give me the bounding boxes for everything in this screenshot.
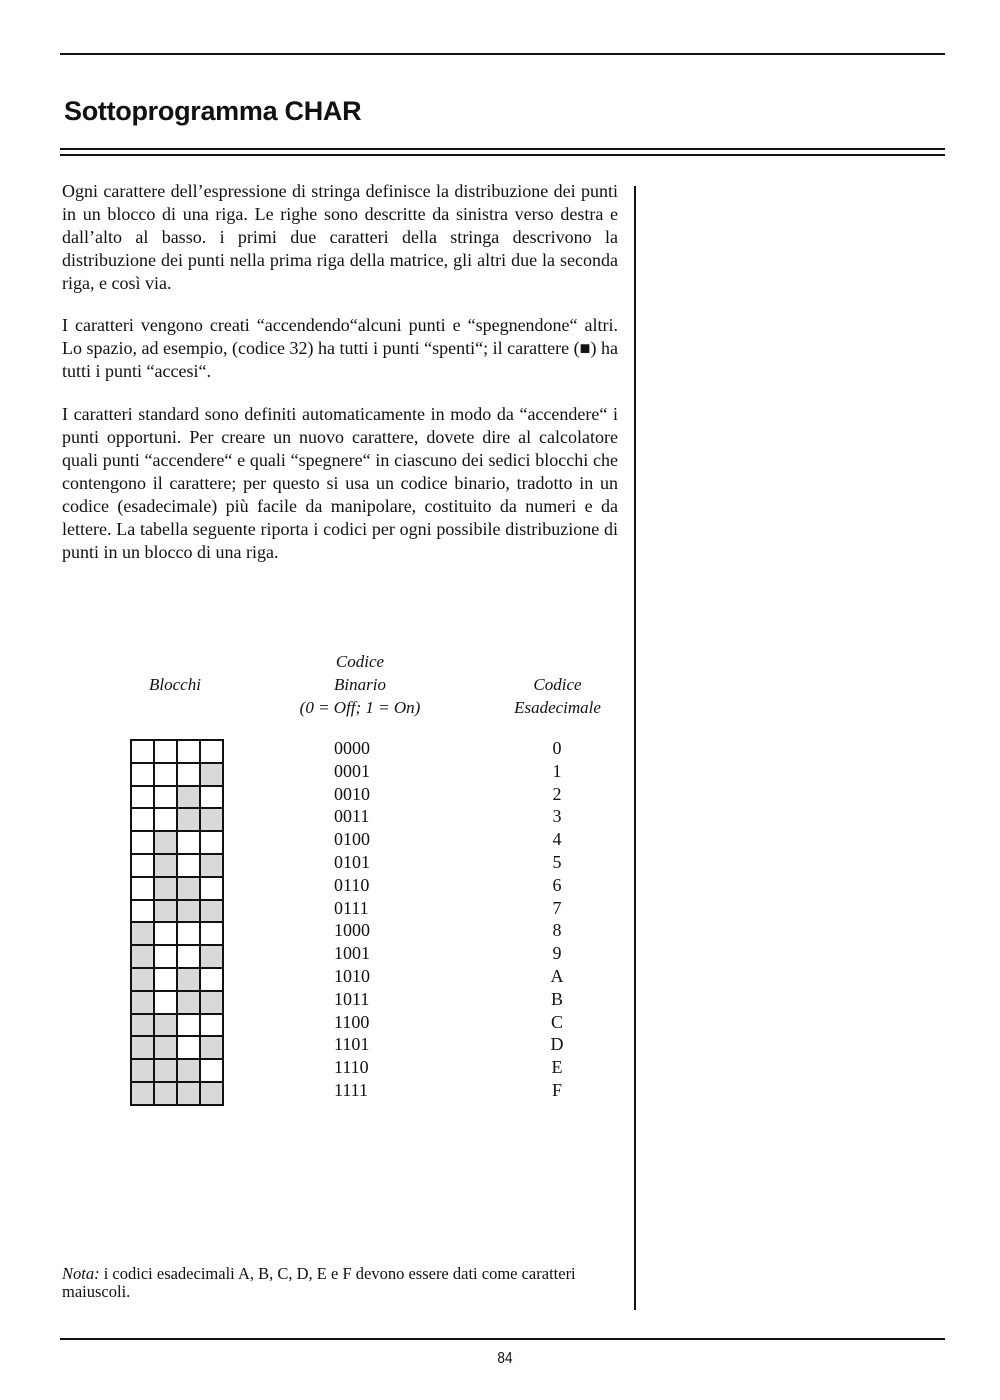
block-cell — [200, 991, 223, 1014]
header-blocchi: Blocchi — [149, 675, 201, 694]
paragraph-1: Ogni carattere dell’espressione di stringa definisce la distribuzione dei punti in un blocco di una riga. Le righe sono descritte da sinistra verso destra e dall’alto al basso. i primi due caratteri della stringa descrivono la distribuzione dei punti nella prima riga della matrice, gli altri due la seconda riga, e così via. — [62, 181, 618, 293]
block-cell — [131, 1014, 154, 1037]
title-underline-2 — [60, 154, 945, 156]
block-cell — [131, 740, 154, 763]
header-binario-line2: Binario — [334, 675, 386, 694]
block-cell — [177, 763, 200, 786]
block-cell — [154, 991, 177, 1014]
binary-code: 0001 — [334, 760, 370, 781]
hex-code: 6 — [552, 874, 562, 895]
block-cell — [177, 1082, 200, 1105]
header-hex-line1: Codice — [533, 675, 582, 694]
block-cell — [177, 900, 200, 923]
block-cell — [131, 1082, 154, 1105]
title-underline-1 — [60, 148, 945, 150]
note-text: i codici esadecimali A, B, C, D, E e F devono essere dati come caratteri maiuscoli. — [62, 1264, 576, 1301]
hex-code: 5 — [552, 851, 562, 872]
block-cell — [177, 740, 200, 763]
block-cell — [200, 968, 223, 991]
block-cell — [131, 900, 154, 923]
block-cell — [200, 1036, 223, 1059]
binary-code: 1100 — [334, 1011, 370, 1032]
block-cell — [200, 763, 223, 786]
binary-code: 0100 — [334, 829, 370, 850]
page-number: 84 — [497, 1350, 513, 1367]
paragraph-2: I caratteri vengono creati “accendendo“alcuni punti e “spegnendone“ altri. Lo spazio, ad esempio, (codice 32) ha tutti i punti “spenti“; il carattere (■) ha tutti i punti “accesi“. — [62, 315, 618, 381]
block-cell — [200, 808, 223, 831]
note-label: Nota: — [62, 1264, 100, 1283]
block-cell — [131, 1059, 154, 1082]
binary-code: 1101 — [334, 1034, 370, 1055]
blocks-grid — [130, 739, 224, 1106]
block-cell — [200, 945, 223, 968]
binary-code-column — [334, 737, 370, 1102]
block-cell — [200, 786, 223, 809]
header-binario-line1: Codice — [335, 652, 385, 671]
binary-code: 1010 — [334, 965, 370, 986]
block-cell — [154, 854, 177, 877]
block-cell — [131, 991, 154, 1014]
hex-code-column — [540, 737, 574, 1102]
hex-code: 4 — [552, 829, 562, 850]
block-cell — [200, 1082, 223, 1105]
block-cell — [131, 968, 154, 991]
block-cell — [154, 763, 177, 786]
block-cell — [154, 968, 177, 991]
hex-code: 2 — [552, 783, 562, 804]
binary-code: 1001 — [334, 943, 370, 964]
block-cell — [154, 786, 177, 809]
block-cell — [131, 877, 154, 900]
hex-code: 0 — [552, 738, 562, 758]
block-cell — [154, 740, 177, 763]
header-binario-line3: (0 = Off; 1 = On) — [299, 698, 421, 717]
binary-code: 0101 — [334, 851, 370, 872]
block-cell — [131, 786, 154, 809]
block-cell — [154, 1036, 177, 1059]
block-cell — [131, 763, 154, 786]
block-cell — [154, 877, 177, 900]
block-cell — [154, 922, 177, 945]
block-cell — [200, 1014, 223, 1037]
block-cell — [200, 877, 223, 900]
hex-code: D — [550, 1034, 564, 1055]
binary-code: 0010 — [334, 783, 370, 804]
binary-code: 0011 — [334, 806, 370, 827]
binary-code: 1111 — [334, 1079, 368, 1100]
block-cell — [131, 808, 154, 831]
hex-code: A — [550, 965, 564, 986]
block-cell — [177, 968, 200, 991]
header-codice-esadecimale — [485, 673, 630, 719]
column-divider — [634, 186, 636, 1310]
block-cell — [154, 900, 177, 923]
block-cell — [154, 1014, 177, 1037]
block-cell — [131, 945, 154, 968]
hex-code: 3 — [552, 806, 562, 827]
header-hex-line2: Esadecimale — [514, 698, 601, 717]
block-cell — [154, 1059, 177, 1082]
hex-code: B — [550, 988, 563, 1009]
page-title: Sottoprogramma CHAR — [64, 96, 362, 126]
block-cell — [200, 900, 223, 923]
note — [62, 1265, 622, 1301]
paragraph-3: I caratteri standard sono definiti automaticamente in modo da “accendere“ i punti opportuni. Per creare un nuovo carattere, dovete dire al calcolatore quali punti “accendere“ e quali “spegnere“ in ciascuno dei sedici blocchi che contengono il carattere; per questo si usa un codice binario, tradotto in un codice (esadecimale) più facile da manipolare, costituito da numeri e da lettere. La tabella seguente riporta i codici per ogni possibile distribuzione di punti in un blocco di una riga. — [62, 404, 618, 562]
block-cell — [177, 945, 200, 968]
block-cell — [177, 877, 200, 900]
block-cell — [177, 1036, 200, 1059]
block-cell — [131, 922, 154, 945]
hex-code: 9 — [552, 943, 562, 964]
block-cell — [200, 831, 223, 854]
block-cell — [131, 831, 154, 854]
block-cell — [200, 1059, 223, 1082]
bottom-rule — [60, 1338, 945, 1340]
binary-code: 1011 — [334, 988, 370, 1009]
binary-code: 0111 — [334, 897, 369, 918]
block-cell — [200, 922, 223, 945]
hex-code: E — [551, 1057, 563, 1078]
header-codice-binario — [265, 650, 455, 719]
block-cell — [154, 945, 177, 968]
hex-code: 8 — [552, 920, 562, 941]
block-cell — [131, 1036, 154, 1059]
hex-code: 7 — [552, 897, 562, 918]
block-cell — [154, 1082, 177, 1105]
block-cell — [177, 991, 200, 1014]
binary-code: 0000 — [334, 738, 370, 758]
top-rule — [60, 53, 945, 55]
block-cell — [177, 831, 200, 854]
binary-code: 1110 — [334, 1057, 369, 1078]
block-cell — [154, 831, 177, 854]
binary-code: 1000 — [334, 920, 370, 941]
block-cell — [200, 854, 223, 877]
block-cell — [177, 854, 200, 877]
block-cell — [154, 808, 177, 831]
binary-code: 0110 — [334, 874, 370, 895]
block-cell — [177, 786, 200, 809]
hex-code: F — [551, 1079, 562, 1100]
block-cell — [200, 740, 223, 763]
block-cell — [177, 922, 200, 945]
block-cell — [177, 1014, 200, 1037]
block-cell — [177, 1059, 200, 1082]
hex-code: C — [550, 1011, 563, 1032]
block-cell — [177, 808, 200, 831]
block-cell — [131, 854, 154, 877]
hex-code: 1 — [552, 760, 562, 781]
